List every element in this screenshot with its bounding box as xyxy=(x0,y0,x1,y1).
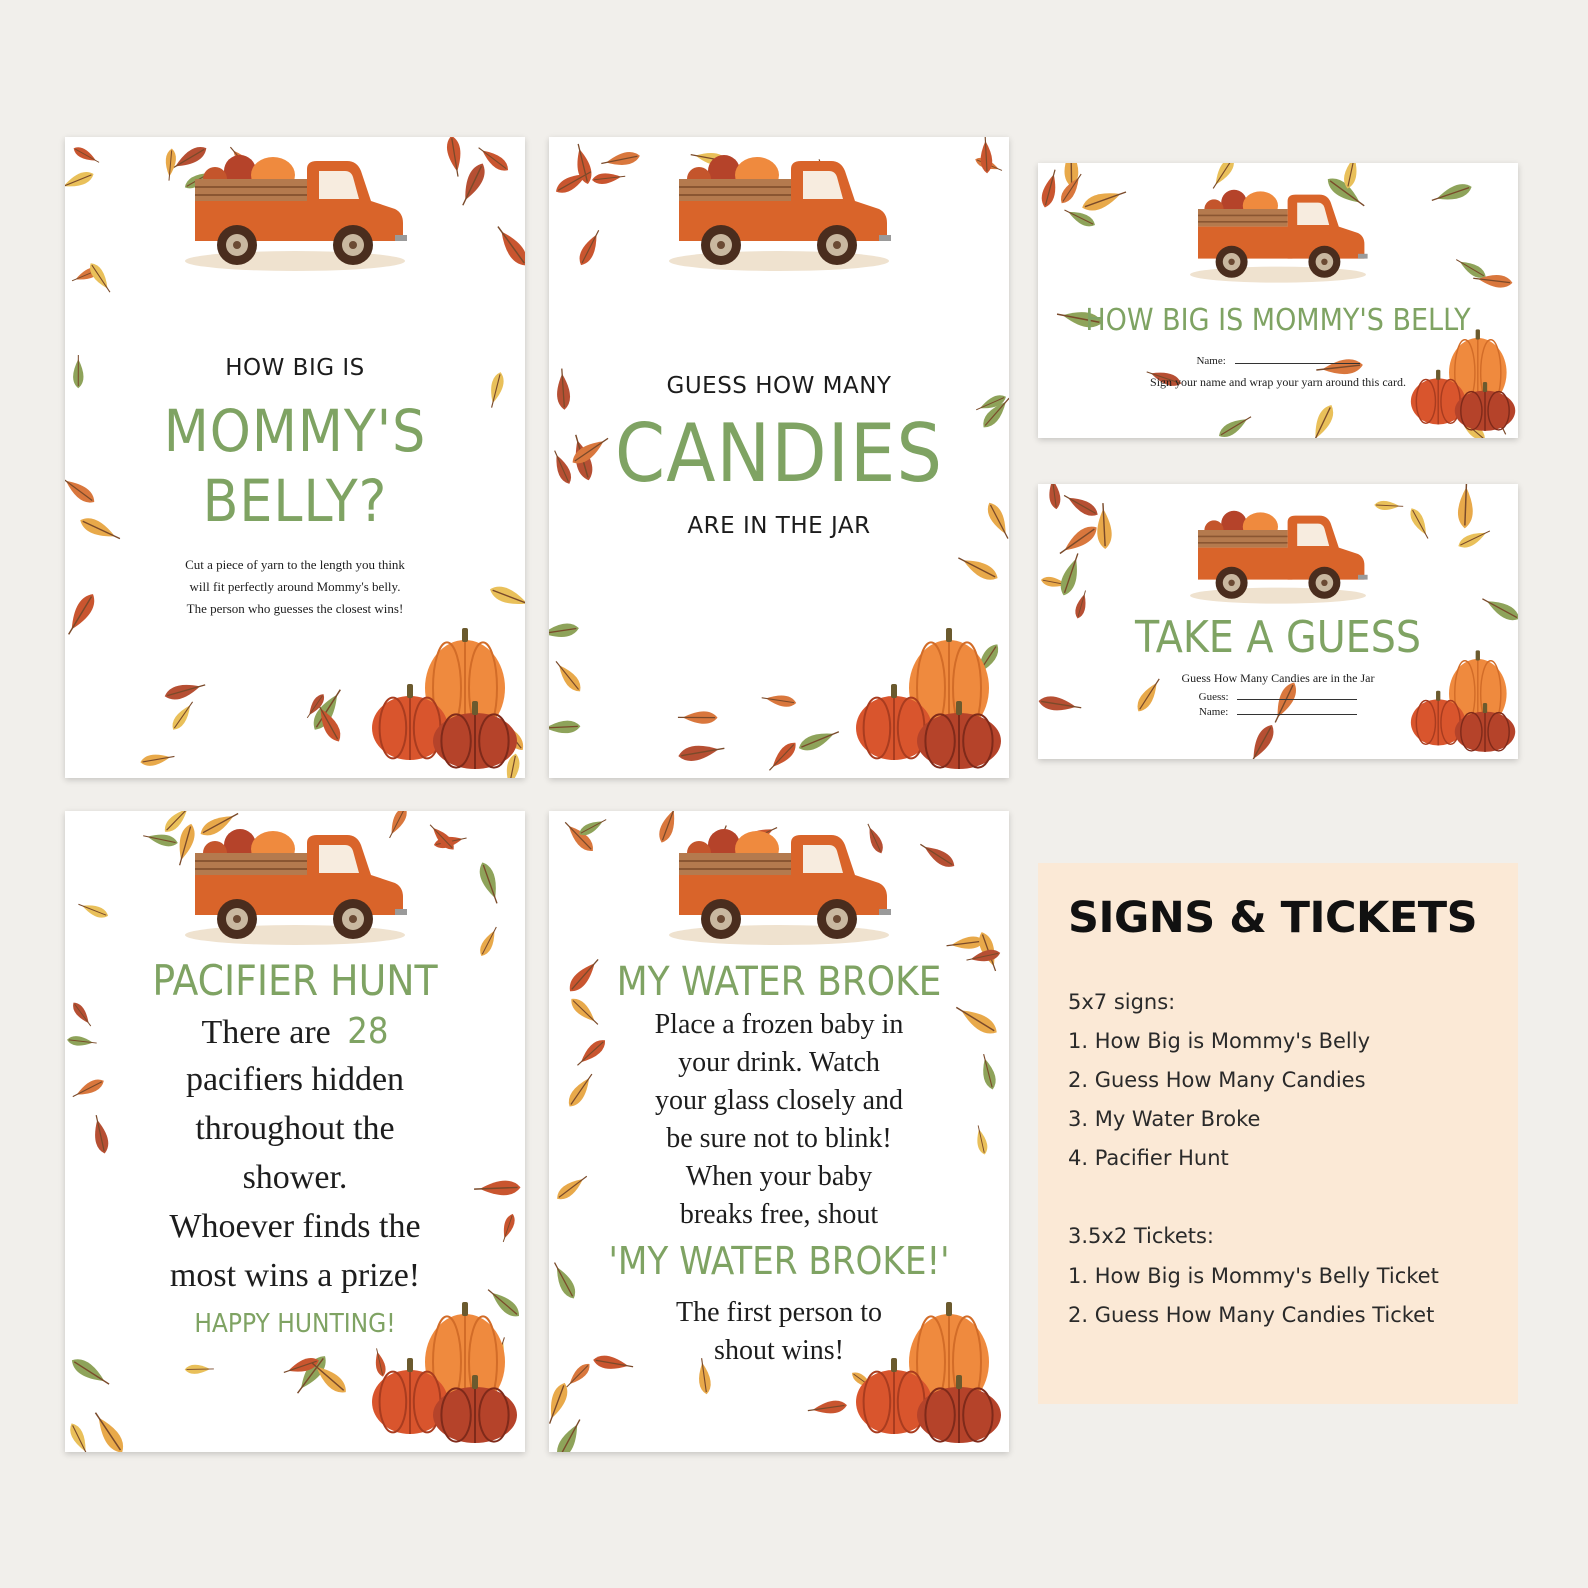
sign-pre-title: GUESS HOW MANY xyxy=(666,373,892,399)
ticket-subtitle: Guess How Many Candies are in the Jar xyxy=(1181,671,1375,685)
sign-list-item: 1. How Big is Mommy's Belly xyxy=(1068,1029,1371,1053)
ticket-name-label: Name: xyxy=(1198,706,1229,718)
sign-desc-3: The person who guesses the closest wins! xyxy=(186,601,404,616)
sign-pacifier-hunt xyxy=(65,811,525,1452)
leaf-icon xyxy=(163,679,207,703)
leaf-icon xyxy=(955,552,1001,585)
sign-mommys-belly xyxy=(65,137,525,778)
leaf-icon xyxy=(477,925,501,959)
leaf-icon xyxy=(1039,168,1061,209)
sign-line-5: Whoever finds the xyxy=(169,1208,421,1245)
leaf-icon xyxy=(551,658,584,696)
tickets-header: 3.5x2 Tickets: xyxy=(1068,1224,1215,1248)
leaf-icon xyxy=(164,148,177,181)
ticket-name-row xyxy=(1038,353,1518,367)
leaf-icon xyxy=(492,222,525,270)
leaf-icon xyxy=(576,227,605,267)
leaf-icon xyxy=(600,150,641,170)
leaf-icon xyxy=(372,1347,387,1377)
sign-shout: 'MY WATER BROKE!' xyxy=(608,1239,950,1283)
leaf-icon xyxy=(445,137,464,178)
leaf-icon xyxy=(173,822,198,867)
sign-footer: HAPPY HUNTING! xyxy=(194,1309,396,1339)
truck-icon xyxy=(1190,190,1368,283)
info-panel xyxy=(1038,863,1518,1404)
sign-title: MY WATER BROKE xyxy=(616,959,942,1005)
sign-my-water-broke xyxy=(549,811,1009,1452)
truck-icon xyxy=(185,829,407,945)
sign-line-2: pacifiers hidden xyxy=(185,1061,405,1098)
leaf-icon xyxy=(1096,503,1113,550)
truck-icon xyxy=(669,155,891,271)
sign-desc-1: Cut a piece of yarn to the length you think xyxy=(185,557,405,572)
leaf-icon xyxy=(1430,181,1474,207)
leaf-icon xyxy=(142,830,179,848)
ticket-name-label: Name: xyxy=(1196,355,1226,367)
leaf-icon xyxy=(65,169,96,194)
leaf-icon xyxy=(476,860,503,906)
sign-line-3: throughout the xyxy=(195,1110,395,1147)
sign-list-item: 2. Guess How Many Candies xyxy=(1068,1068,1366,1092)
pumpkin-icon xyxy=(856,628,1001,769)
ticket-title: HOW BIG IS MOMMY'S BELLY xyxy=(1085,303,1471,338)
leaf-icon xyxy=(77,900,110,921)
leaf-icon xyxy=(89,1409,128,1452)
leaf-icon xyxy=(71,144,101,166)
ticket-list-item: 2. Guess How Many Candies Ticket xyxy=(1068,1303,1435,1327)
leaf-icon xyxy=(1216,412,1254,438)
ticket-title: TAKE A GUESS xyxy=(1135,612,1421,663)
leaf-icon xyxy=(1374,500,1403,510)
sign-line-6: breaks free, shout xyxy=(679,1199,879,1230)
leaf-icon xyxy=(456,160,489,208)
sign-title-line1: MOMMY'S xyxy=(163,397,427,465)
leaf-icon xyxy=(946,935,985,952)
info-heading: SIGNS & TICKETS xyxy=(1068,893,1478,943)
fall-decoration xyxy=(1038,163,1518,438)
sign-line-1-text: There are xyxy=(201,1014,331,1051)
leaf-icon xyxy=(139,751,175,768)
leaf-icon xyxy=(577,815,609,838)
ticket-guess-row xyxy=(1038,689,1518,703)
leaf-icon xyxy=(1245,722,1278,759)
truck-icon xyxy=(185,155,407,271)
sign-line-1 xyxy=(65,1011,525,1052)
leaf-icon xyxy=(169,699,197,733)
leaf-icon xyxy=(863,822,886,856)
sign-title-line2: BELLY? xyxy=(202,467,388,535)
leaf-icon xyxy=(549,1381,571,1426)
sign-pre-title: HOW BIG IS xyxy=(225,355,365,381)
leaf-icon xyxy=(1061,490,1101,520)
leaf-icon xyxy=(1457,484,1474,529)
sign-title: CANDIES xyxy=(614,407,944,500)
leaf-icon xyxy=(185,1364,214,1374)
leaf-icon xyxy=(549,622,580,641)
sign-line-6: most wins a prize! xyxy=(169,1257,421,1294)
ticket-guess-line xyxy=(1237,689,1357,700)
sign-desc-2: will fit perfectly around Mommy's belly. xyxy=(189,579,401,594)
sign-line-4: be sure not to blink! xyxy=(666,1123,892,1154)
leaf-icon xyxy=(656,811,681,845)
sign-line-7: The first person to xyxy=(675,1297,883,1328)
sign-line-1: Place a frozen baby in xyxy=(654,1009,904,1040)
sign-guess-candies xyxy=(549,137,1009,778)
ticket-list-item: 1. How Big is Mommy's Belly Ticket xyxy=(1068,1264,1439,1288)
sign-line-3: your glass closely and xyxy=(654,1085,904,1116)
ticket-take-a-guess xyxy=(1038,484,1518,759)
leaf-icon xyxy=(591,171,625,185)
leaf-icon xyxy=(1047,484,1062,510)
leaf-icon xyxy=(1057,551,1084,597)
ticket-name-line xyxy=(1235,353,1360,364)
leaf-icon xyxy=(67,1421,93,1452)
leaf-icon xyxy=(796,725,841,754)
leaf-icon xyxy=(549,720,581,734)
leaf-icon xyxy=(765,739,800,775)
pacifier-count: 28 xyxy=(347,1011,389,1052)
sign-title: PACIFIER HUNT xyxy=(152,956,438,1005)
signs-header: 5x7 signs: xyxy=(1068,990,1176,1014)
leaf-icon xyxy=(552,1416,586,1452)
sign-post-title: ARE IN THE JAR xyxy=(687,513,871,539)
leaf-icon xyxy=(68,1354,113,1389)
leaf-icon xyxy=(1456,526,1492,551)
sign-line-2: your drink. Watch xyxy=(678,1047,880,1078)
truck-icon xyxy=(1190,511,1368,604)
leaf-icon xyxy=(1407,506,1433,541)
pumpkin-icon xyxy=(372,628,517,769)
leaf-icon xyxy=(979,137,992,174)
leaf-icon xyxy=(1307,402,1337,438)
ticket-mommys-belly xyxy=(1038,163,1518,438)
sign-line-5: When your baby xyxy=(685,1161,873,1192)
leaf-icon xyxy=(1208,163,1238,192)
leaf-icon xyxy=(1080,185,1129,214)
sign-list-item: 3. My Water Broke xyxy=(1068,1107,1261,1131)
leaf-icon xyxy=(807,1399,848,1417)
leaf-icon xyxy=(917,839,958,871)
ticket-guess-label: Guess: xyxy=(1198,691,1229,703)
ticket-name-row xyxy=(1038,704,1518,718)
ticket-name-line xyxy=(1237,704,1357,715)
leaf-icon xyxy=(678,711,718,724)
leaf-icon xyxy=(761,692,797,708)
sign-line-8: shout wins! xyxy=(714,1335,844,1366)
sign-line-4: shower. xyxy=(242,1159,348,1196)
leaf-icon xyxy=(385,811,411,840)
leaf-icon xyxy=(677,741,725,763)
ticket-instruction: Sign your name and wrap your yarn around this card. xyxy=(1150,375,1406,389)
sign-list-item: 4. Pacifier Hunt xyxy=(1068,1146,1229,1170)
truck-icon xyxy=(669,829,891,945)
